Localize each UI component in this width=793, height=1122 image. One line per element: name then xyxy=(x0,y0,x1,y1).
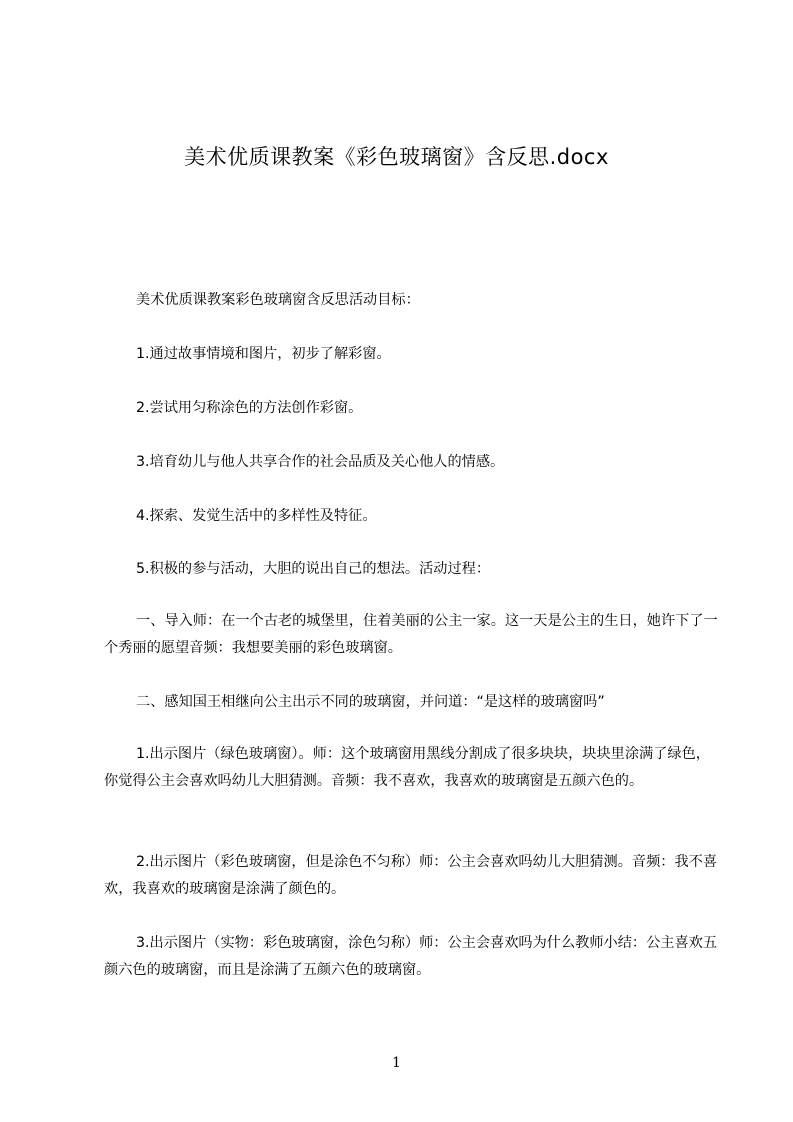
paragraph-objective-1: 1.通过故事情境和图片，初步了解彩窗。 xyxy=(136,346,391,362)
paragraph-step-3: 3.出示图片（实物：彩色玻璃窗，涂色匀称）师：公主会喜欢吗为什么教师小结：公主喜欢五颜六色的玻璃窗，而且是涂满了五颜六色的玻璃窗。 xyxy=(104,935,718,978)
paragraph-step-2: 2.出示图片（彩色玻璃窗，但是涂色不匀称）师：公主会喜欢吗幼儿大胆猜测。音频：我不喜欢，我喜欢的玻璃窗是涂满了颜色的。 xyxy=(104,854,718,897)
paragraph-objective-4: 4.探索、发觉生活中的多样性及特征。 xyxy=(136,508,377,524)
paragraph-objectives-heading: 美术优质课教案彩色玻璃窗含反思活动目标： xyxy=(136,292,420,308)
page-number: 1 xyxy=(392,1055,401,1071)
document-title: 美术优质课教案《彩色玻璃窗》含反思.docx xyxy=(184,145,609,169)
paragraph-intro: 一、导入师：在一个古老的城堡里，住着美丽的公主一家。这一天是公主的生日，她许下了一个秀丽的愿望音频：我想要美丽的彩色玻璃窗。 xyxy=(104,613,718,656)
paragraph-objective-3: 3.培育幼儿与他人共享合作的社会品质及关心他人的情感。 xyxy=(136,454,505,470)
paragraph-objective-5: 5.积极的参与活动，大胆的说出自己的想法。活动过程： xyxy=(136,561,491,577)
paragraph-objective-2: 2.尝试用匀称涂色的方法创作彩窗。 xyxy=(136,400,363,416)
paragraph-step-1: 1.出示图片（绿色玻璃窗）。师：这个玻璃窗用黑线分割成了很多块块，块块里涂满了绿色，你觉得公主会喜欢吗幼儿大胆猜测。音频：我不喜欢，我喜欢的玻璃窗是五颜六色的。 xyxy=(104,746,710,789)
paragraph-perception: 二、感知国王相继向公主出示不同的玻璃窗，并问道：“是这样的玻璃窗吗” xyxy=(136,694,605,710)
